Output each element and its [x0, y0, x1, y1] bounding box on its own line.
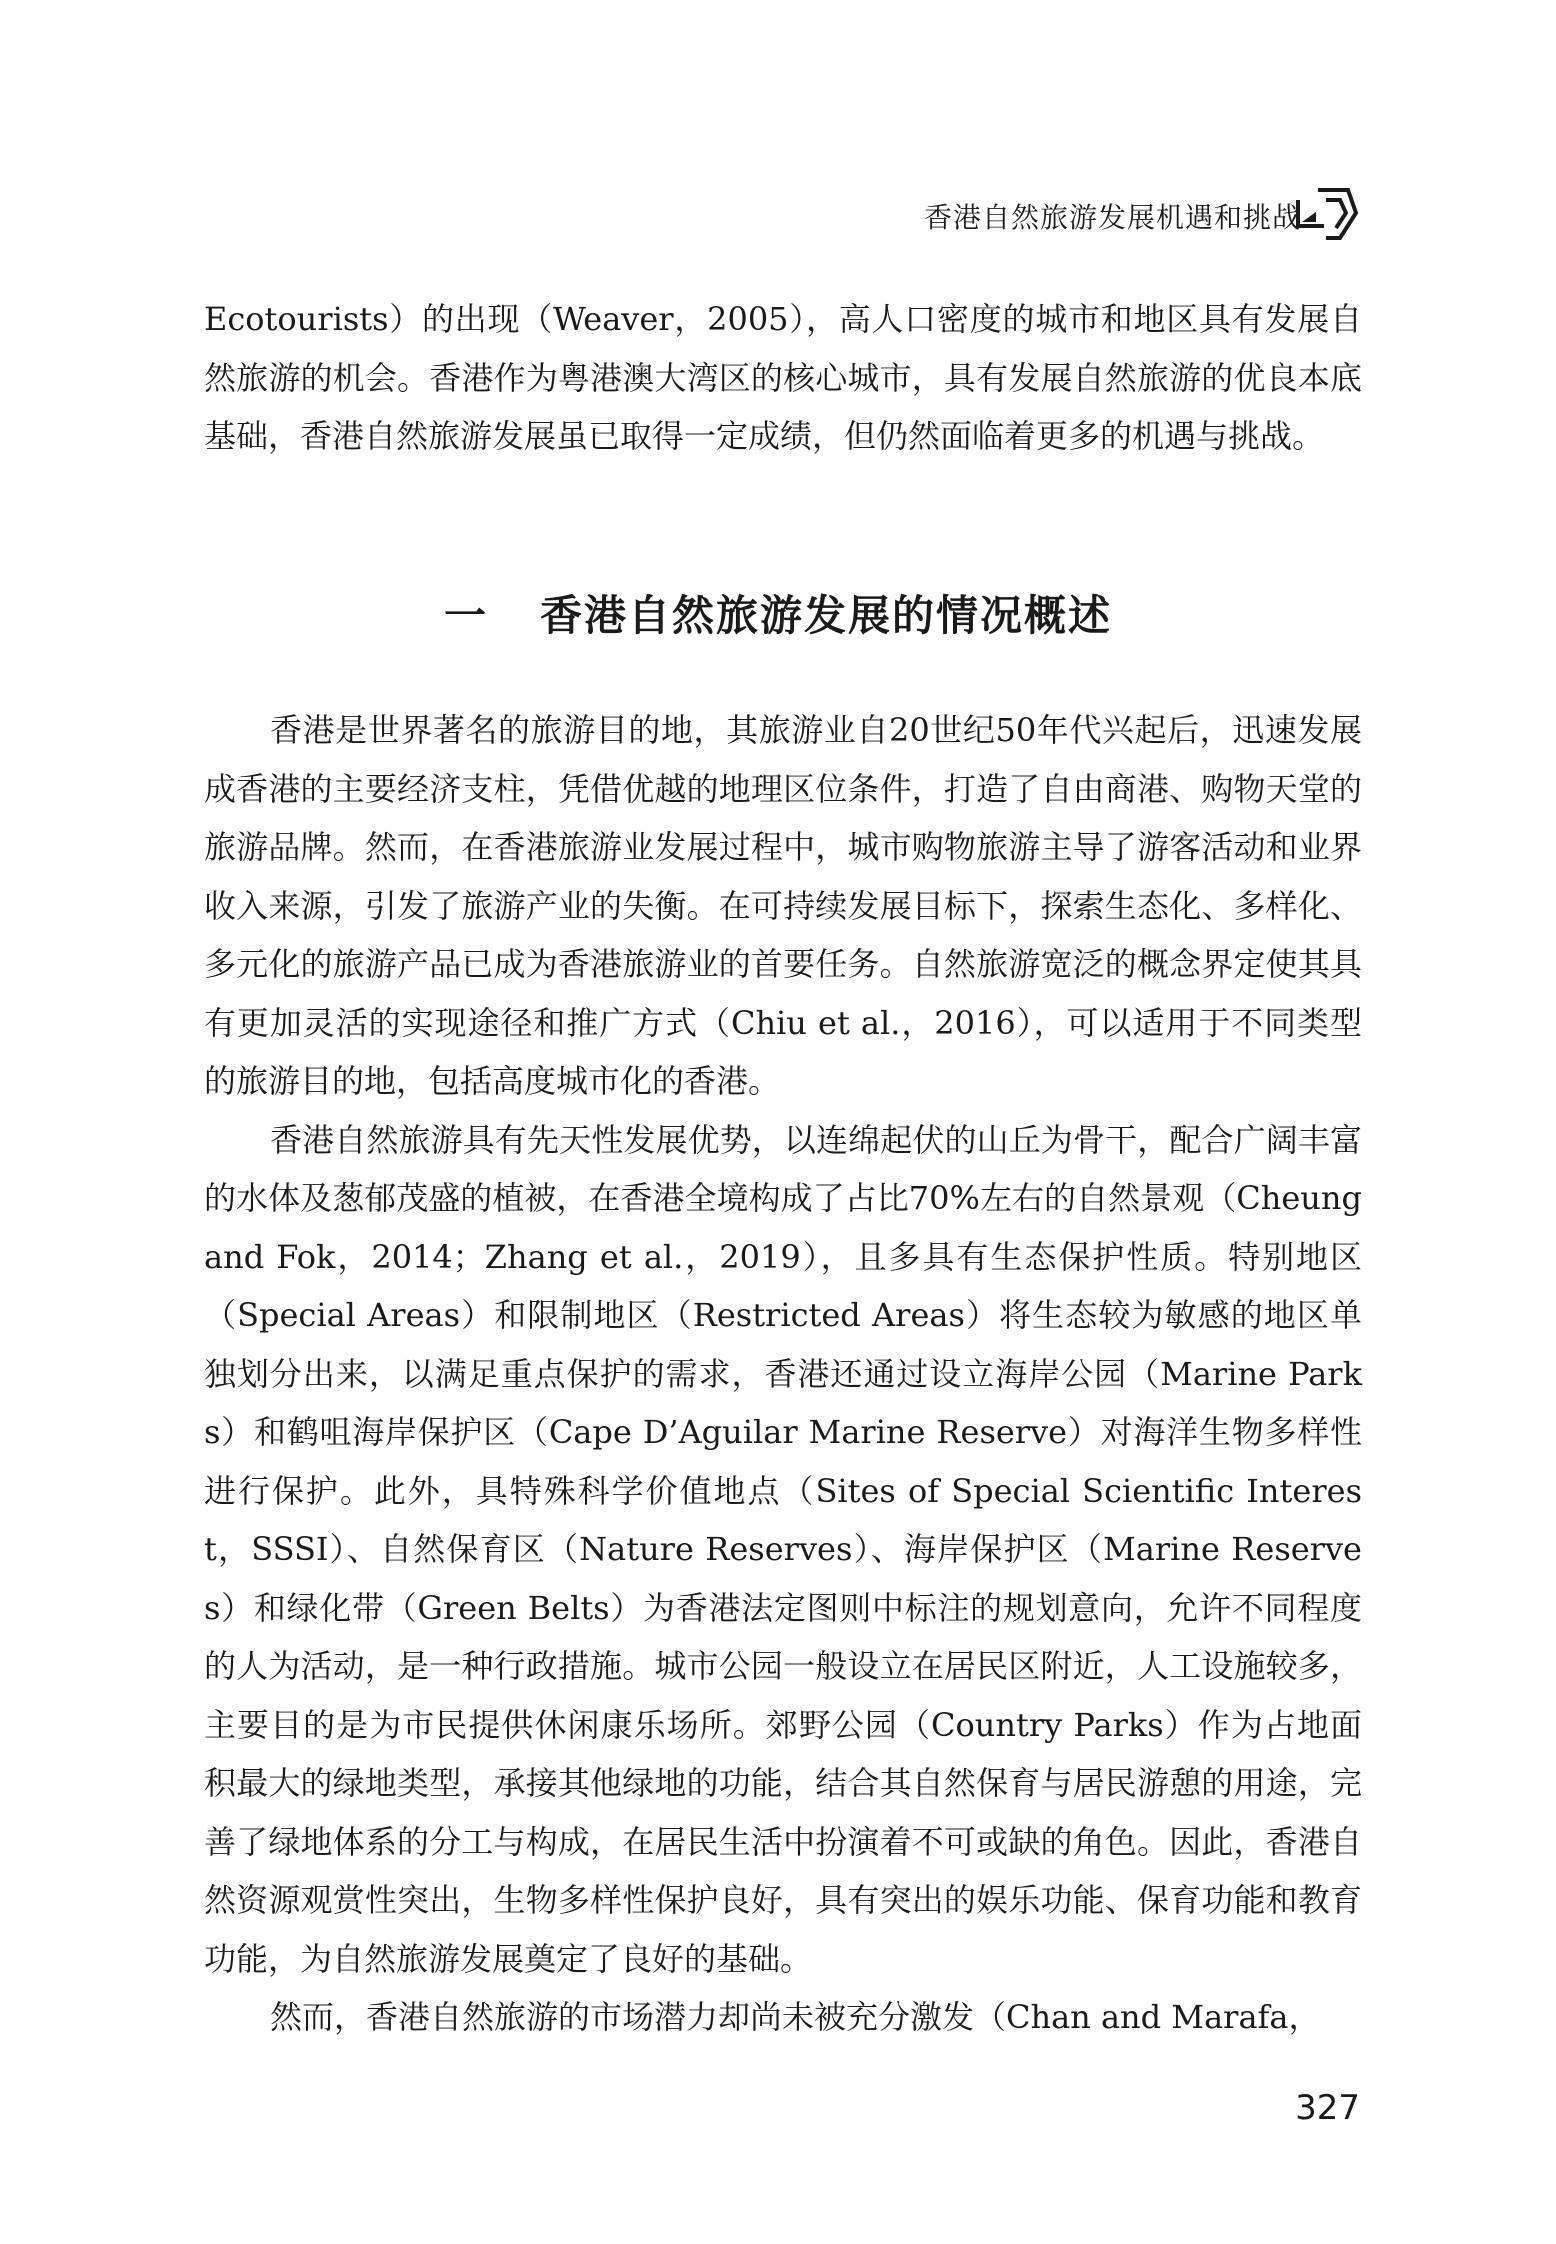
section-heading	[0, 583, 1556, 643]
intro-paragraph: Ecotourists）的出现（Weaver，2005），高人口密度的城市和地区具有发展自然旅游的机会。香港作为粤港澳大湾区的核心城市，具有发展自然旅游的优良本底基础，香港自然旅游发展虽已取得一定成绩，但仍然面临着更多的机遇与挑战。	[204, 300, 1362, 455]
page-number: 327	[1295, 2088, 1360, 2128]
section-title: 香港自然旅游发展的情况概述	[540, 591, 1113, 640]
body-paragraph: 香港自然旅游具有先天性发展优势，以连绵起伏的山丘为骨干，配合广阔丰富的水体及葱郁茂盛的植被，在香港全境构成了占比70%左右的自然景观（Cheung and Fok，2014；Zhang et al.，2019），且多具有生态保护性质。特别地区（Special Areas）和限制地区（Restricted Areas）将生态较为敏感的地区单独划分出来，以满足重点保护的需求，香港还通过设立海岸公园（Marine Parks）和鹤咀海岸保护区（Cape D’Aguilar Marine Reserve）对海洋生物多样性进行保护。此外，具特殊科学价值地点（Sites of Special Scientific Interest，SSSI）、自然保育区（Nature Reserves）、海岸保护区（Marine Reserves）和绿化带（Green Belts）为香港法定图则中标注的规划意向，允许不同程度的人为活动，是一种行政措施。城市公园一般设立在居民区附近，人工设施较多，主要目的是为市民提供休闲康乐场所。郊野公园（Country Parks）作为占地面积最大的绿地类型，承接其他绿地的功能，结合其自然保育与居民游憩的用途，完善了绿地体系的分工与构成，在居民生活中扮演着不可或缺的角色。因此，香港自然资源观赏性突出，生物多样性保护良好，具有突出的娱乐功能、保育功能和教育功能，为自然旅游发展奠定了良好的基础。	[204, 1120, 1362, 1978]
chapter-arrow-icon	[1296, 186, 1360, 240]
section-body	[204, 701, 1362, 2047]
section-number: 一	[443, 591, 488, 640]
body-paragraph: 香港是世界著名的旅游目的地，其旅游业自20世纪50年代兴起后，迅速发展成香港的主要经济支柱，凭借优越的地理区位条件，打造了自由商港、购物天堂的旅游品牌。然而，在香港旅游业发展过程中，城市购物旅游主导了游客活动和业界收入来源，引发了旅游产业的失衡。在可持续发展目标下，探索生态化、多样化、多元化的旅游产品已成为香港旅游业的首要任务。自然旅游宽泛的概念界定使其具有更加灵活的实现途径和推广方式（Chiu et al.，2016），可以适用于不同类型的旅游目的地，包括高度城市化的香港。	[204, 711, 1362, 1100]
running-header-title: 香港自然旅游发展机遇和挑战	[923, 201, 1301, 234]
body-paragraph: 然而，香港自然旅游的市场潜力却尚未被充分激发（Chan and Marafa，	[270, 1998, 1321, 2036]
intro-paragraph-block	[204, 290, 1362, 466]
